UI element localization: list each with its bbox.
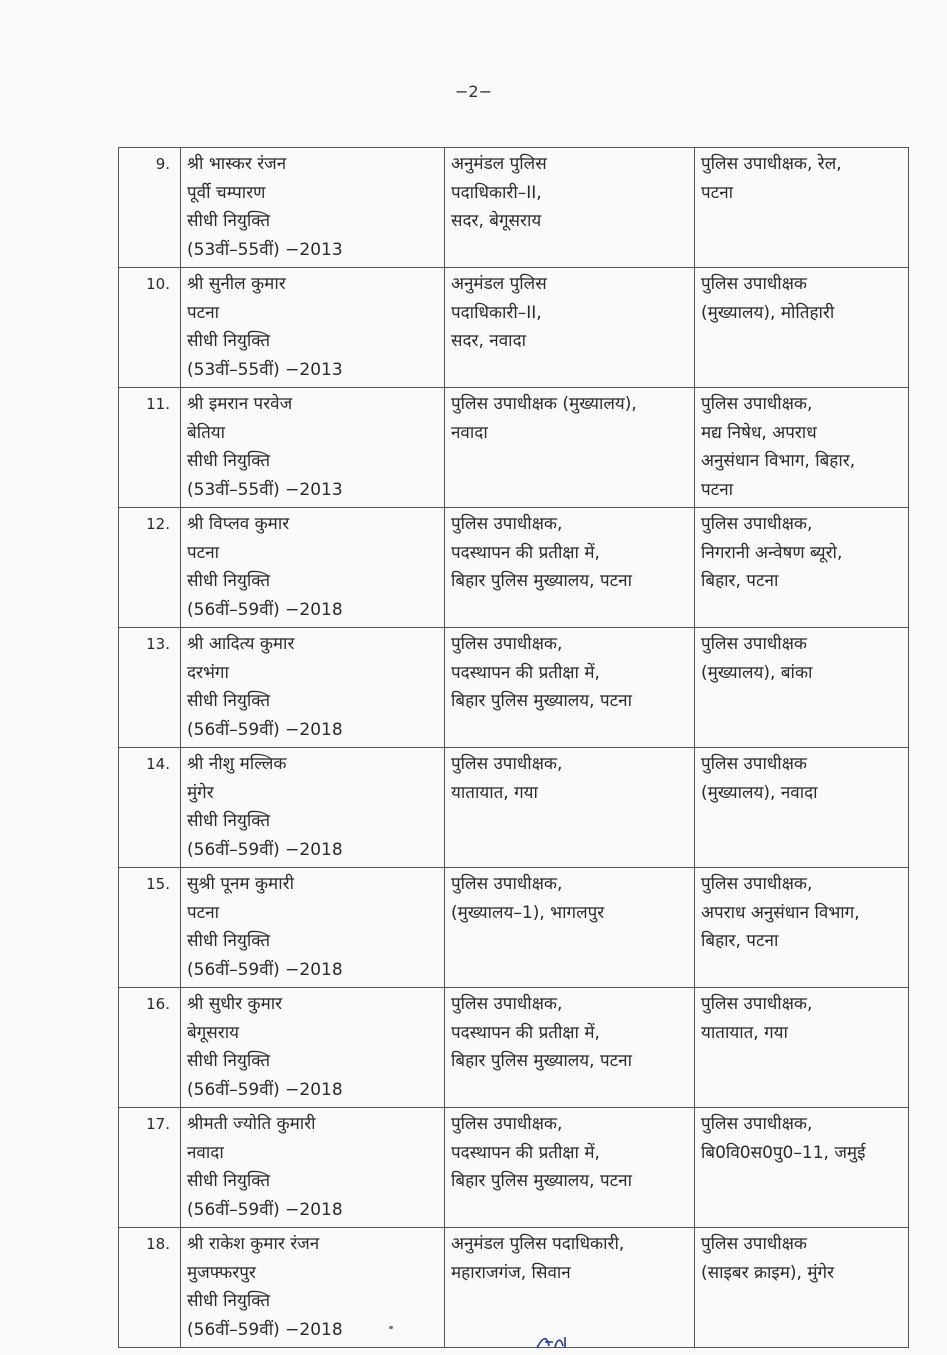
current-posting: [445, 988, 695, 1108]
current-posting-line: पुलिस उपाधीक्षक,: [451, 754, 563, 774]
current-posting: [445, 868, 695, 988]
current-posting-line: यातायात, गया: [451, 782, 538, 803]
new-posting: [695, 988, 909, 1108]
officer-details: [181, 1228, 445, 1348]
new-posting-line: पुलिस उपाधीक्षक: [701, 754, 807, 774]
new-posting-line: पुलिस उपाधीक्षक,: [701, 514, 813, 534]
current-posting-line: पुलिस उपाधीक्षक,: [451, 514, 563, 534]
new-posting: [695, 868, 909, 988]
current-posting: [445, 148, 695, 268]
current-posting-line: अनुमंडल पुलिस: [451, 154, 547, 174]
officer-details-line: (56वीं–59वीं) −2018: [187, 599, 343, 620]
officer-details-line: श्रीमती ज्योति कुमारी: [187, 1114, 316, 1134]
new-posting: [695, 1108, 909, 1228]
serial-number: 11.: [119, 388, 181, 508]
officer-details: [181, 268, 445, 388]
current-posting-line: महाराजगंज, सिवान: [451, 1262, 571, 1283]
officer-details-line: मुजफ्फरपुर: [187, 1262, 256, 1283]
table-row: [119, 628, 909, 748]
current-posting-line: पुलिस उपाधीक्षक,: [451, 874, 563, 894]
new-posting: [695, 748, 909, 868]
new-posting-line: पुलिस उपाधीक्षक, रेल,: [701, 154, 842, 174]
current-posting-line: पदस्थापन की प्रतीक्षा में,: [451, 662, 600, 683]
officer-details-line: बेगूसराय: [187, 1022, 239, 1043]
current-posting-line: अनुमंडल पुलिस पदाधिकारी,: [451, 1234, 625, 1254]
officer-details-line: मुंगेर: [187, 782, 214, 803]
table-row: [119, 508, 909, 628]
current-posting-line: पदाधिकारी–II,: [451, 302, 542, 323]
table-row: [119, 868, 909, 988]
officer-details-line: दरभंगा: [187, 662, 229, 683]
officer-details-line: श्री सुधीर कुमार: [187, 994, 283, 1014]
new-posting-line: पुलिस उपाधीक्षक,: [701, 994, 813, 1014]
scan-speck: [389, 1326, 393, 1329]
table-row: [119, 148, 909, 268]
serial-number: 10.: [119, 268, 181, 388]
officer-details-line: (53वीं–55वीं) −2013: [187, 359, 343, 380]
current-posting-line: पदस्थापन की प्रतीक्षा में,: [451, 1142, 600, 1163]
new-posting-line: (साइबर क्राइम), मुंगेर: [701, 1262, 835, 1283]
officer-details-line: सीधी नियुक्ति: [187, 451, 271, 471]
officer-details-line: सीधी नियुक्ति: [187, 811, 271, 831]
current-posting-line: सदर, बेगूसराय: [451, 211, 542, 231]
new-posting-line: बि0वि0स0पु0–11, जमुई: [701, 1142, 866, 1163]
serial-number: 9.: [119, 148, 181, 268]
page-number: −2−: [455, 82, 492, 101]
officer-details-line: पूर्वी चम्पारण: [187, 182, 266, 203]
officer-details: [181, 388, 445, 508]
current-posting-line: पुलिस उपाधीक्षक,: [451, 1114, 563, 1134]
current-posting-line: बिहार पुलिस मुख्यालय, पटना: [451, 1051, 633, 1071]
officer-details-line: श्री भास्कर रंजन: [187, 154, 287, 174]
new-posting-line: पुलिस उपाधीक्षक,: [701, 1114, 813, 1134]
current-posting: [445, 388, 695, 508]
transfer-table-body: [119, 148, 909, 1348]
officer-details-line: सीधी नियुक्ति: [187, 571, 271, 591]
new-posting-line: (मुख्यालय), नवादा: [701, 782, 818, 803]
new-posting-line: पुलिस उपाधीक्षक: [701, 274, 807, 294]
serial-number: 16.: [119, 988, 181, 1108]
current-posting: [445, 1108, 695, 1228]
table-row: [119, 388, 909, 508]
officer-details-line: पटना: [187, 542, 220, 563]
new-posting-line: पटना: [701, 479, 734, 500]
officer-details-line: (56वीं–59वीं) −2018: [187, 1079, 343, 1100]
officer-details: [181, 508, 445, 628]
new-posting-line: पुलिस उपाधीक्षक: [701, 634, 807, 654]
new-posting-line: बिहार, पटना: [701, 931, 779, 951]
serial-number: 13.: [119, 628, 181, 748]
new-posting-line: अनुसंधान विभाग, बिहार,: [701, 451, 856, 471]
current-posting-line: बिहार पुलिस मुख्यालय, पटना: [451, 1171, 633, 1191]
officer-details-line: सीधी नियुक्ति: [187, 1291, 271, 1311]
current-posting: [445, 748, 695, 868]
new-posting: [695, 508, 909, 628]
signature-mark: [535, 1334, 575, 1350]
officer-details: [181, 988, 445, 1108]
new-posting-line: बिहार, पटना: [701, 571, 779, 591]
new-posting: [695, 148, 909, 268]
table-row: [119, 988, 909, 1108]
officer-details-line: (56वीं–59वीं) −2018: [187, 1199, 343, 1220]
current-posting: [445, 268, 695, 388]
current-posting-line: (मुख्यालय–1), भागलपुर: [451, 902, 605, 923]
officer-details-line: श्री सुनील कुमार: [187, 274, 286, 294]
officer-details-line: सीधी नियुक्ति: [187, 1051, 271, 1071]
officer-details-line: सीधी नियुक्ति: [187, 1171, 271, 1191]
current-posting: [445, 628, 695, 748]
officer-details: [181, 148, 445, 268]
officer-details-line: सीधी नियुक्ति: [187, 931, 271, 951]
officer-details-line: (56वीं–59वीं) −2018: [187, 719, 343, 740]
transfer-table: [118, 147, 909, 1348]
new-posting-line: यातायात, गया: [701, 1022, 788, 1043]
officer-details-line: बेतिया: [187, 422, 226, 443]
new-posting-line: (मुख्यालय), मोतिहारी: [701, 302, 835, 323]
new-posting-line: पटना: [701, 182, 734, 203]
new-posting: [695, 268, 909, 388]
serial-number: 18.: [119, 1228, 181, 1348]
new-posting: [695, 388, 909, 508]
officer-details-line: श्री विप्लव कुमार: [187, 514, 290, 534]
officer-details-line: श्री राकेश कुमार रंजन: [187, 1234, 320, 1254]
initials-signature: [535, 1334, 575, 1355]
current-posting-line: सदर, नवादा: [451, 331, 526, 351]
officer-details-line: पटना: [187, 902, 220, 923]
current-posting-line: पुलिस उपाधीक्षक (मुख्यालय),: [451, 394, 637, 414]
current-posting-line: पदाधिकारी–II,: [451, 182, 542, 203]
current-posting-line: नवादा: [451, 422, 488, 443]
officer-details-line: सीधी नियुक्ति: [187, 331, 271, 351]
new-posting-line: मद्य निषेध, अपराध: [701, 422, 817, 443]
table-row: [119, 748, 909, 868]
officer-details-line: श्री आदित्य कुमार: [187, 634, 295, 654]
new-posting: [695, 1228, 909, 1348]
officer-details-line: पटना: [187, 302, 220, 323]
officer-details-line: (53वीं–55वीं) −2013: [187, 479, 343, 500]
current-posting-line: बिहार पुलिस मुख्यालय, पटना: [451, 571, 633, 591]
new-posting-line: निगरानी अन्वेषण ब्यूरो,: [701, 542, 843, 563]
new-posting-line: पुलिस उपाधीक्षक: [701, 1234, 807, 1254]
officer-details: [181, 868, 445, 988]
officer-details-line: (56वीं–59वीं) −2018: [187, 959, 343, 980]
serial-number: 17.: [119, 1108, 181, 1228]
current-posting-line: पदस्थापन की प्रतीक्षा में,: [451, 542, 600, 563]
new-posting-line: पुलिस उपाधीक्षक,: [701, 874, 813, 894]
new-posting-line: अपराध अनुसंधान विभाग,: [701, 902, 860, 923]
current-posting: [445, 1228, 695, 1348]
current-posting: [445, 508, 695, 628]
officer-details-line: श्री इमरान परवेज: [187, 394, 293, 414]
serial-number: 12.: [119, 508, 181, 628]
officer-details-line: सीधी नियुक्ति: [187, 691, 271, 711]
current-posting-line: पुलिस उपाधीक्षक,: [451, 994, 563, 1014]
current-posting-line: बिहार पुलिस मुख्यालय, पटना: [451, 691, 633, 711]
officer-details-line: सुश्री पूनम कुमारी: [187, 874, 294, 894]
officer-details-line: (56वीं–59वीं) −2018: [187, 839, 343, 860]
serial-number: 14.: [119, 748, 181, 868]
officer-details-line: सीधी नियुक्ति: [187, 211, 271, 231]
new-posting: [695, 628, 909, 748]
current-posting-line: पदस्थापन की प्रतीक्षा में,: [451, 1022, 600, 1043]
table-row: [119, 268, 909, 388]
officer-details-line: श्री नीशु मल्लिक: [187, 754, 287, 774]
officer-details: [181, 628, 445, 748]
table-row: [119, 1228, 909, 1348]
officer-details: [181, 748, 445, 868]
officer-details: [181, 1108, 445, 1228]
table-row: [119, 1108, 909, 1228]
current-posting-line: पुलिस उपाधीक्षक,: [451, 634, 563, 654]
officer-details-line: (56वीं–59वीं) −2018: [187, 1319, 343, 1340]
officer-details-line: नवादा: [187, 1142, 224, 1163]
new-posting-line: पुलिस उपाधीक्षक,: [701, 394, 813, 414]
new-posting-line: (मुख्यालय), बांका: [701, 662, 813, 683]
current-posting-line: अनुमंडल पुलिस: [451, 274, 547, 294]
officer-details-line: (53वीं–55वीं) −2013: [187, 239, 343, 260]
serial-number: 15.: [119, 868, 181, 988]
